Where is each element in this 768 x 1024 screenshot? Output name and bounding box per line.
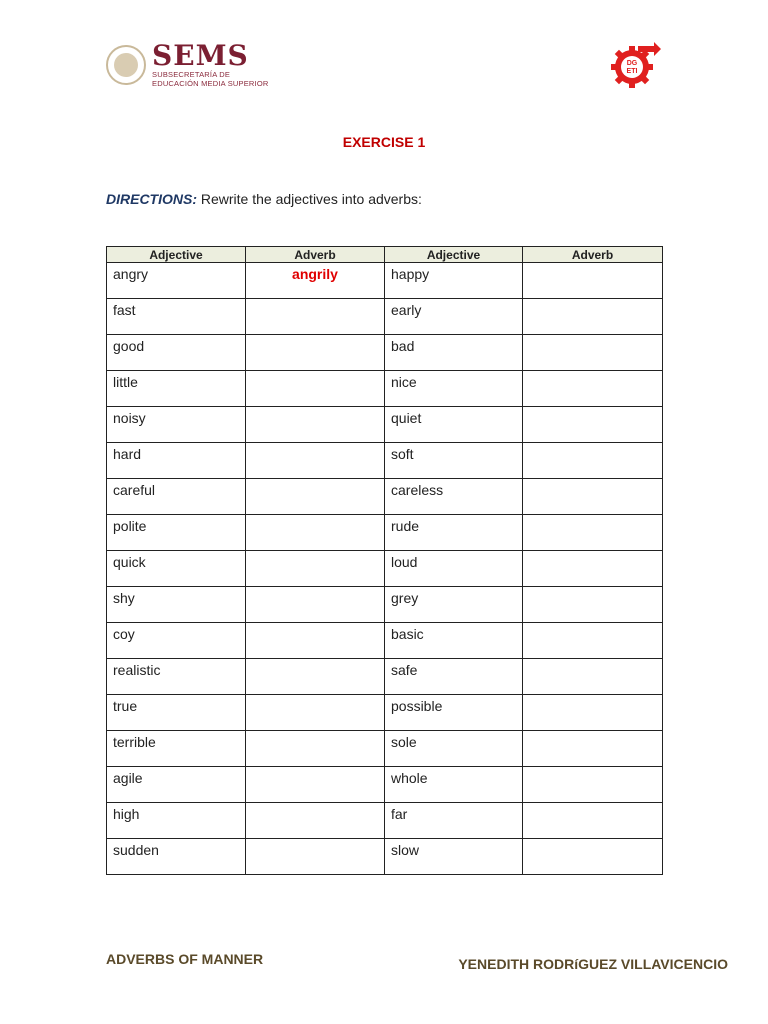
adverb-answer-cell[interactable]	[246, 479, 385, 515]
adjective-cell: nice	[385, 371, 523, 407]
adverb-answer-cell[interactable]	[523, 479, 663, 515]
adjective-cell: slow	[385, 839, 523, 875]
adverb-answer-cell[interactable]	[523, 767, 663, 803]
adjective-cell: early	[385, 299, 523, 335]
sems-logo	[106, 39, 269, 88]
adjective-cell: careless	[385, 479, 523, 515]
mexico-seal-icon	[106, 45, 146, 85]
dgeti-gear-logo-icon	[608, 40, 662, 90]
table-row	[107, 767, 663, 803]
adverb-answer-cell[interactable]	[246, 371, 385, 407]
adverb-answer-cell[interactable]	[246, 335, 385, 371]
adjective-cell: realistic	[107, 659, 246, 695]
adverb-answer-cell[interactable]	[523, 551, 663, 587]
adjective-cell: agile	[107, 767, 246, 803]
adverb-answer-cell[interactable]	[246, 731, 385, 767]
adverb-answer-cell[interactable]	[246, 767, 385, 803]
table-row	[107, 623, 663, 659]
header-adverb-1: Adverb	[246, 247, 385, 263]
table-row	[107, 731, 663, 767]
adverb-answer-cell[interactable]	[523, 407, 663, 443]
adverb-answer-cell[interactable]	[246, 803, 385, 839]
adjective-cell: terrible	[107, 731, 246, 767]
table-row	[107, 839, 663, 875]
adverb-answer-cell[interactable]	[523, 731, 663, 767]
header-adjective-1: Adjective	[107, 247, 246, 263]
adverb-answer-cell[interactable]	[523, 335, 663, 371]
adverb-answer-cell[interactable]	[246, 515, 385, 551]
exercise-title: EXERCISE 1	[342, 134, 426, 150]
adjective-cell: shy	[107, 587, 246, 623]
adjective-cell: soft	[385, 443, 523, 479]
adverb-answer-cell[interactable]	[523, 371, 663, 407]
directions	[106, 191, 422, 207]
adjective-cell: safe	[385, 659, 523, 695]
adjective-cell: sudden	[107, 839, 246, 875]
adverb-answer-cell[interactable]	[523, 263, 663, 299]
adjective-cell: quick	[107, 551, 246, 587]
adjective-cell: polite	[107, 515, 246, 551]
adjective-cell: grey	[385, 587, 523, 623]
adjective-adverb-table	[106, 246, 663, 875]
directions-text: Rewrite the adjectives into adverbs:	[200, 191, 422, 207]
page-header	[0, 0, 768, 110]
table-row	[107, 263, 663, 299]
header-adverb-2: Adverb	[523, 247, 663, 263]
table-row	[107, 515, 663, 551]
adjective-cell: careful	[107, 479, 246, 515]
adjective-cell: far	[385, 803, 523, 839]
table-row	[107, 551, 663, 587]
adjective-cell: loud	[385, 551, 523, 587]
table-row	[107, 335, 663, 371]
table-row	[107, 371, 663, 407]
svg-text:DG: DG	[626, 60, 638, 67]
svg-text:ETI: ETI	[626, 68, 638, 75]
adjective-cell: basic	[385, 623, 523, 659]
table-row	[107, 479, 663, 515]
table-row	[107, 587, 663, 623]
adjective-cell: fast	[107, 299, 246, 335]
adjective-cell: good	[107, 335, 246, 371]
adverb-answer-cell[interactable]	[246, 443, 385, 479]
adverb-answer-cell[interactable]	[246, 587, 385, 623]
table-row	[107, 299, 663, 335]
adjective-cell: whole	[385, 767, 523, 803]
table-row	[107, 443, 663, 479]
adjective-cell: little	[107, 371, 246, 407]
adverb-answer-cell[interactable]	[523, 659, 663, 695]
table-header-row	[107, 247, 663, 263]
sems-logo-subtitle-2: EDUCACIÓN MEDIA SUPERIOR	[152, 79, 269, 88]
adverb-answer-cell[interactable]	[523, 839, 663, 875]
sems-logo-subtitle-1: SUBSECRETARÍA DE	[152, 70, 231, 79]
sems-logo-title: SEMS	[152, 39, 249, 72]
adjective-cell: true	[107, 695, 246, 731]
adjective-cell: angry	[107, 263, 246, 299]
adjective-cell: hard	[107, 443, 246, 479]
adverb-answer-cell[interactable]	[523, 695, 663, 731]
adjective-cell: possible	[385, 695, 523, 731]
adjective-cell: quiet	[385, 407, 523, 443]
header-adjective-2: Adjective	[385, 247, 523, 263]
adverb-answer-cell[interactable]	[523, 803, 663, 839]
adjective-cell: noisy	[107, 407, 246, 443]
adverb-answer-cell[interactable]	[246, 551, 385, 587]
adverb-answer-cell[interactable]	[523, 299, 663, 335]
adjective-cell: sole	[385, 731, 523, 767]
adverb-answer-cell[interactable]	[523, 587, 663, 623]
directions-label: DIRECTIONS:	[106, 191, 197, 207]
adjective-cell: coy	[107, 623, 246, 659]
adjective-cell: high	[107, 803, 246, 839]
table-row	[107, 659, 663, 695]
adverb-answer-cell[interactable]	[523, 443, 663, 479]
adjective-cell: bad	[385, 335, 523, 371]
table-row	[107, 803, 663, 839]
adverb-answer-cell[interactable]	[246, 695, 385, 731]
footer-author: YENEDITH RODRíGUEZ VILLAVICENCIO	[458, 956, 728, 972]
footer-topic: ADVERBS OF MANNER	[106, 951, 264, 967]
table-row	[107, 407, 663, 443]
adverb-answer-cell[interactable]	[523, 515, 663, 551]
adjective-cell: happy	[385, 263, 523, 299]
adverb-answer-cell[interactable]	[246, 299, 385, 335]
adverb-answer-cell[interactable]	[246, 839, 385, 875]
adjective-cell: rude	[385, 515, 523, 551]
adverb-answer-cell[interactable]	[523, 623, 663, 659]
adverb-answer-cell[interactable]: angrily	[246, 263, 385, 299]
adverb-answer-cell[interactable]	[246, 407, 385, 443]
table-row	[107, 695, 663, 731]
adverb-answer-cell[interactable]	[246, 623, 385, 659]
adverb-answer-cell[interactable]	[246, 659, 385, 695]
